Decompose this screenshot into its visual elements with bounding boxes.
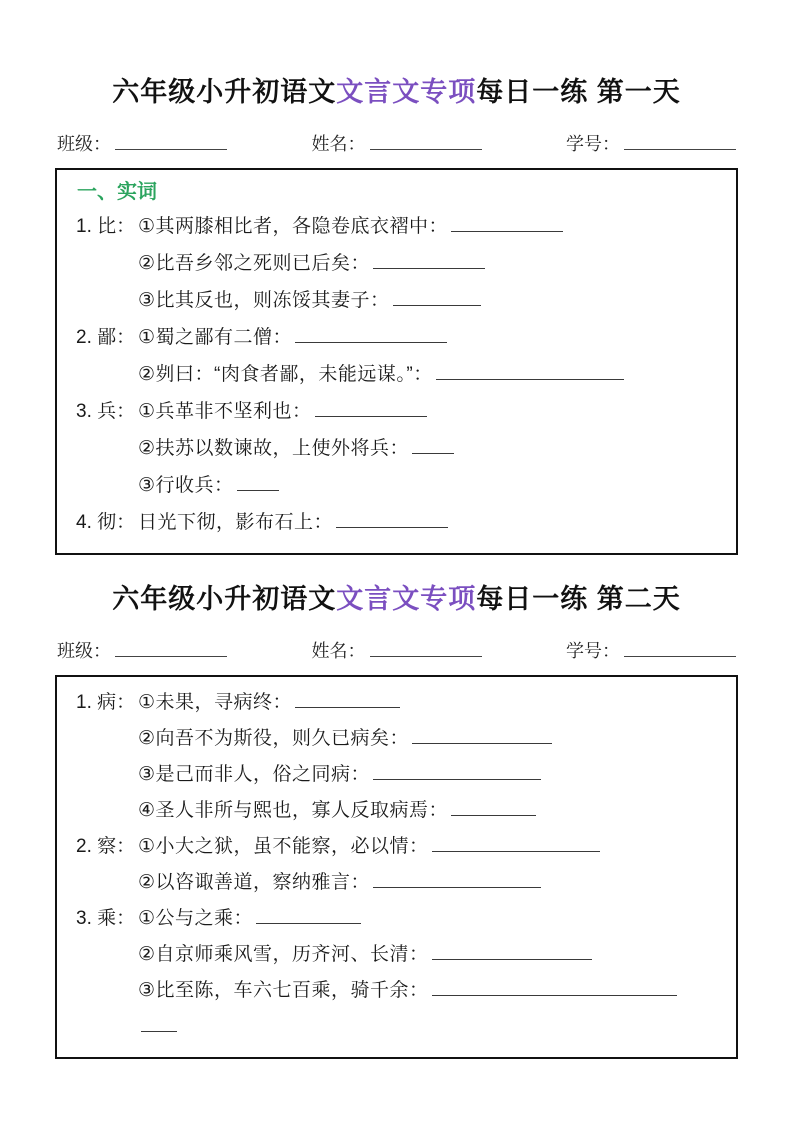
item-line (138, 430, 722, 467)
item-line (138, 937, 722, 973)
worksheet-item (73, 393, 722, 504)
student-number-field-blank (624, 131, 736, 150)
item-line (138, 865, 722, 901)
line-text: ②刿曰：“肉食者鄙，未能远谋。”： (138, 364, 433, 386)
day2-fields-row (57, 638, 736, 663)
item-line (138, 319, 722, 356)
worksheet-item (73, 685, 722, 829)
class-field-label: 班级： (57, 134, 111, 155)
answer-blank (315, 397, 427, 417)
item-lines (138, 208, 722, 319)
line-text: ①兵革非不坚利也： (138, 401, 312, 423)
class-field-label: 班级： (57, 641, 111, 662)
class-field (57, 131, 227, 156)
item-lines (138, 901, 722, 1045)
day1-question-box (55, 168, 738, 555)
name-field (312, 131, 482, 156)
item-word-label: 1. 比： (76, 216, 136, 238)
worksheet-item (73, 829, 722, 901)
day1-items (73, 208, 722, 541)
day1-title (0, 18, 793, 110)
answer-blank (373, 868, 541, 888)
item-word-label: 3. 兵： (76, 401, 136, 423)
item-line (138, 356, 722, 393)
line-text: ②比吾乡邻之死则已后矣： (138, 253, 371, 275)
line-text: ②自京师乘风雪，历齐河、长清： (138, 944, 429, 966)
name-field-blank (370, 638, 482, 657)
item-line (138, 245, 722, 282)
item-line (138, 973, 722, 1009)
day1-sheet (0, 18, 793, 555)
student-number-field-label: 学号： (566, 134, 620, 155)
line-text: ④圣人非所与熙也，寡人反取病焉： (138, 800, 449, 822)
answer-blank (432, 940, 592, 960)
worksheet-item (73, 208, 722, 319)
line-text: 日光下彻，影布石上： (138, 512, 334, 534)
item-line (138, 393, 722, 430)
item-line (138, 504, 722, 541)
student-number-field (566, 131, 736, 156)
answer-blank (436, 360, 624, 380)
line-text: ②扶苏以数谏故，上使外将兵： (138, 438, 410, 460)
line-text: ③比其反也，则冻馁其妻子： (138, 290, 390, 312)
worksheet-item (73, 319, 722, 393)
day2-title-prefix: 六年级小升初语文 (112, 584, 337, 615)
worksheet-item (73, 901, 722, 1045)
section-heading-shici: 一、实词 (77, 181, 157, 204)
answer-blank (256, 904, 361, 924)
item-line (138, 901, 722, 937)
item-line (138, 829, 722, 865)
item-word-label: 2. 鄙： (76, 327, 136, 349)
line-text: ①蜀之鄙有二僧： (138, 327, 293, 349)
item-word-label: 1. 病： (76, 692, 136, 714)
day2-sheet (0, 581, 793, 1059)
answer-blank (373, 760, 541, 780)
answer-blank (412, 434, 454, 454)
item-line (138, 793, 722, 829)
item-lines (138, 504, 722, 541)
line-text: ②向吾不为斯役，则久已病矣： (138, 728, 410, 750)
answer-blank (432, 976, 677, 996)
answer-blank (432, 832, 600, 852)
item-lines (138, 319, 722, 393)
day2-items (73, 685, 722, 1045)
answer-blank (237, 471, 279, 491)
student-number-field (566, 638, 736, 663)
class-field-blank (115, 638, 227, 657)
name-field-label: 姓名： (311, 641, 366, 662)
item-word-label: 3. 乘： (76, 908, 136, 930)
student-number-field-label: 学号： (566, 641, 620, 662)
name-field-blank (370, 131, 482, 150)
day1-fields-row (57, 131, 736, 156)
answer-blank (295, 688, 400, 708)
answer-blank (295, 323, 447, 343)
line-text: ③是己而非人，俗之同病： (138, 764, 371, 786)
item-word-label: 4. 彻： (76, 512, 136, 534)
answer-blank (336, 508, 448, 528)
line-text: ②以咨诹善道，察纳雅言： (138, 872, 371, 894)
day2-title-highlight: 文言文专项 (336, 584, 477, 615)
class-field (57, 638, 227, 663)
item-line (138, 757, 722, 793)
item-line (138, 282, 722, 319)
answer-blank (412, 724, 552, 744)
line-text: ①其两膝相比者，各隐卷底衣褶中： (138, 216, 449, 238)
day2-question-box (55, 675, 738, 1059)
item-lines (138, 829, 722, 901)
line-text: ③行收兵： (138, 475, 234, 497)
line-text: ①公与之乘： (138, 908, 254, 930)
worksheet-item (73, 504, 722, 541)
answer-blank (141, 1012, 177, 1032)
item-line (138, 208, 722, 245)
line-text: ①未果，寻病终： (138, 692, 293, 714)
day1-title-prefix: 六年级小升初语文 (112, 77, 337, 108)
line-text: ③比至陈，车六七百乘，骑千余： (138, 980, 429, 1002)
item-word-label: 2. 察： (76, 836, 136, 858)
item-line (138, 721, 722, 757)
day2-title-suffix: 每日一练 第二天 (476, 584, 681, 615)
answer-blank (451, 796, 536, 816)
item-lines (138, 393, 722, 504)
answer-blank (451, 212, 563, 232)
day2-title (0, 581, 793, 617)
item-line (138, 467, 722, 504)
item-line (138, 685, 722, 721)
day1-title-suffix: 每日一练 第一天 (476, 77, 681, 108)
class-field-blank (115, 131, 227, 150)
name-field (312, 638, 482, 663)
line-text: ①小大之狱，虽不能察，必以情： (138, 836, 429, 858)
day1-title-highlight: 文言文专项 (336, 77, 477, 108)
answer-blank (373, 249, 485, 269)
name-field-label: 姓名： (311, 134, 366, 155)
item-lines (138, 685, 722, 829)
item-line (138, 1009, 722, 1045)
answer-blank (393, 286, 481, 306)
student-number-field-blank (624, 638, 736, 657)
